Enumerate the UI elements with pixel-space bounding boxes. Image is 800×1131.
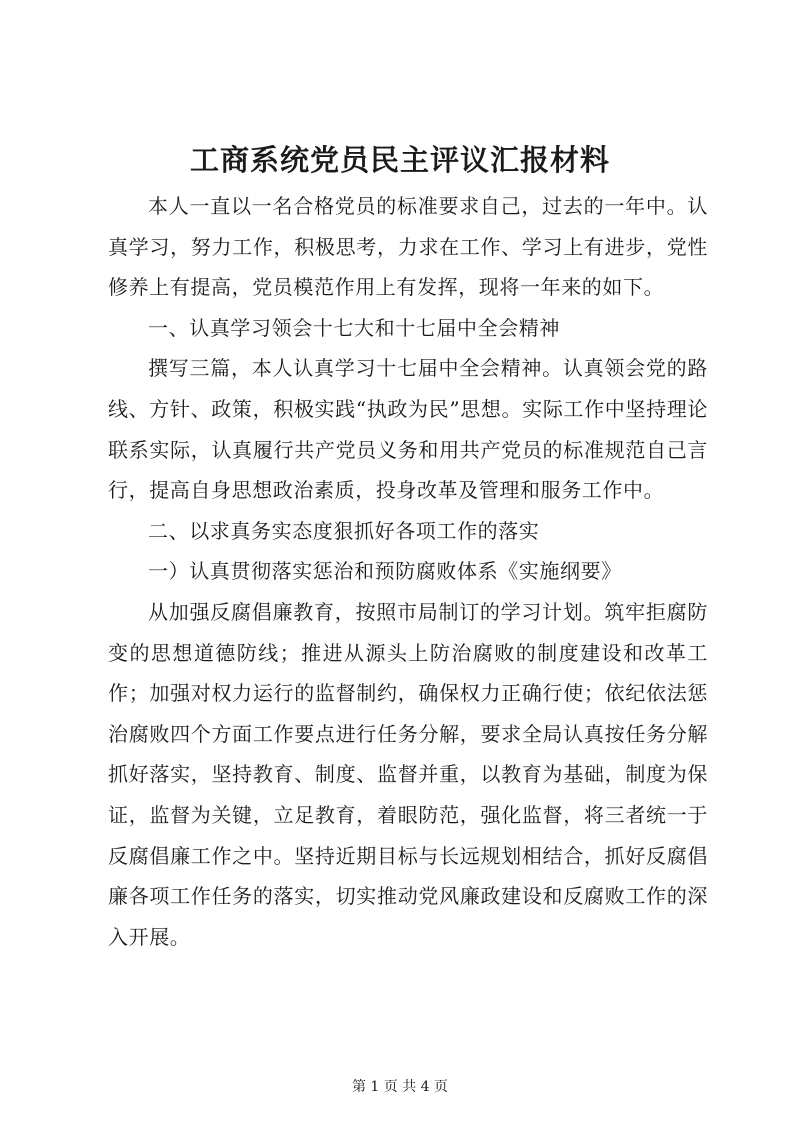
document-title: 工商系统党员民主评议汇报材料 (189, 143, 610, 177)
page-number-footer: 第 1 页 共 4 页 (351, 1079, 449, 1095)
paragraph-anticorruption: 从加强反腐倡廉教育，按照市局制订的学习计划。筑牢拒腐防变的思想道德防线；推进从源头上防治腐败的制度建设和改革工作；加强对权力运行的监督制约，确保权力正确行使；依纪依法惩治腐败四个方面工作要点进行任务分解，要求全局认真按任务分解抓好落实，坚持教育、制度、监督并重，以教育为基础，制度为保证，监督为关键，立足教育，着眼防范，强化监督，将三者统一于反腐倡廉工作之中。坚持近期目标与长远规划相结合，抓好反腐倡廉各项工作任务的落实，切实推动党风廉政建设和反腐败工作的深入开展。 (108, 599, 708, 949)
subsection-heading-1: 一）认真贯彻落实惩治和预防腐败体系《实施纲要》 (148, 559, 622, 584)
document-body (108, 186, 708, 957)
section-heading-1: 一、认真学习领会十七大和十七届中全会精神 (148, 315, 560, 340)
section-heading-2: 二、以求真务实态度狠抓好各项工作的落实 (148, 518, 540, 543)
paragraph-study: 撰写三篇，本人认真学习十七届中全会精神。认真领会党的路线、方针、政策，积极实践“执政为民”思想。实际工作中坚持理论联系实际，认真履行共产党员义务和用共产党员的标准规范自己言行，提高自身思想政治素质，投身改革及管理和服务工作中。 (108, 356, 708, 503)
paragraph-intro: 本人一直以一名合格党员的标准要求自己，过去的一年中。认真学习，努力工作，积极思考，力求在工作、学习上有进步，党性修养上有提高，党员模范作用上有发挥，现将一年来的如下。 (108, 194, 708, 300)
